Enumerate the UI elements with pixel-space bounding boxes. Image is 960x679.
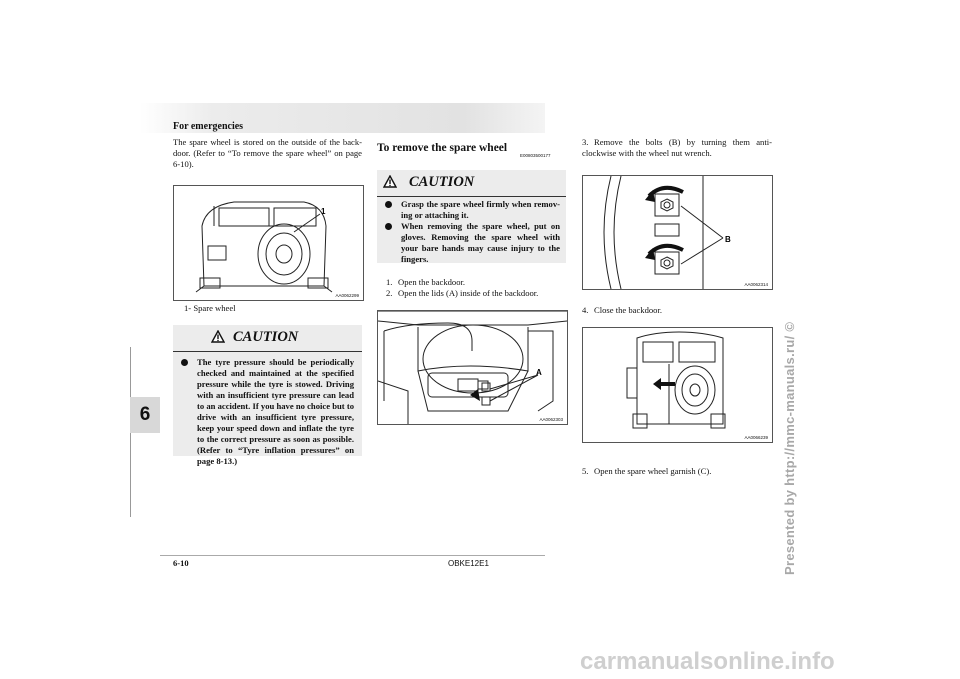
caution-item-text: The tyre pressure should be periodically checked and maintained at the specified pressure while the tyre is stowed. Driving with an insufficient tyre pressure can lead to an accident. If you have no choice but to drive with an insufficient tyre pressure, keep your speed down and inflate the tyre to the correct pressure as soon as possible. (Refer to “Tyre inflation pressures” on page 8-13.) [197,357,354,466]
section-heading: To remove the spare wheel [377,142,508,154]
caution-header [377,170,566,197]
document-code: OBKE12E1 [448,559,489,568]
figure-code: AA0062314 [744,282,768,287]
vehicle-rear-illustration [174,186,363,300]
caution-item [181,357,354,467]
backdoor-interior-illustration [378,311,567,424]
chapter-tab: 6 [130,397,160,433]
warning-triangle-icon [383,175,397,188]
site-watermark: carmanualsonline.info [580,648,835,675]
figure-code: AA0066239 [744,435,768,440]
step-1: 1. Open the backdoor. [386,277,466,287]
page-number: 6-10 [173,558,189,568]
backdoor-lids-figure [377,310,568,425]
footer-rule [160,555,545,556]
callout-B: B [725,235,731,244]
vehicle-rear-closed-illustration [583,328,772,442]
caution-item [385,221,560,265]
intro-paragraph: The spare wheel is stored on the outside of the back-door. (Refer to “To remove the spare wheel” on page 6-10). [173,137,362,169]
section-title: For emergencies [173,121,244,132]
caution-title: CAUTION [233,329,299,345]
step-2: 2. Open the lids (A) inside of the backdoor. [386,288,539,298]
caution-box-left [173,325,362,466]
warning-triangle-icon [211,330,225,343]
bullet-icon [385,223,392,230]
figure-legend [184,303,236,314]
step-5: 5. Open the spare wheel garnish (C). [582,466,712,476]
caution-item [385,199,560,221]
legend-number: 1- [184,303,192,313]
bolts-illustration [583,176,772,289]
callout-1: 1 [321,207,326,216]
figure-code: AA0062303 [539,417,563,422]
legend-text: Spare wheel [193,303,236,313]
bolts-figure [582,175,773,290]
caution-title: CAUTION [409,174,475,190]
section-ref-code: E00803500177 [520,153,551,158]
caution-box-middle [377,170,566,263]
bullet-icon [385,201,392,208]
vertical-watermark: Presented by http://mmc-manuals.ru/ © [782,321,797,575]
figure-code: AA0062299 [335,293,359,298]
caution-header [173,325,362,352]
step-3: 3. Remove the bolts (B) by turning them anti-clockwise with the wheel nut wrench. [582,137,772,158]
spare-wheel-figure [173,185,364,301]
step-4: 4. Close the backdoor. [582,305,663,315]
caution-item-text: Grasp the spare wheel firmly when remov-ing or attaching it. [401,199,560,220]
callout-A: A [536,368,542,377]
closed-backdoor-figure [582,327,773,443]
caution-item-text: When removing the spare wheel, put on gloves. Removing the spare wheel with your bare hands may cause injury to the fingers. [401,221,560,264]
bullet-icon [181,359,188,366]
